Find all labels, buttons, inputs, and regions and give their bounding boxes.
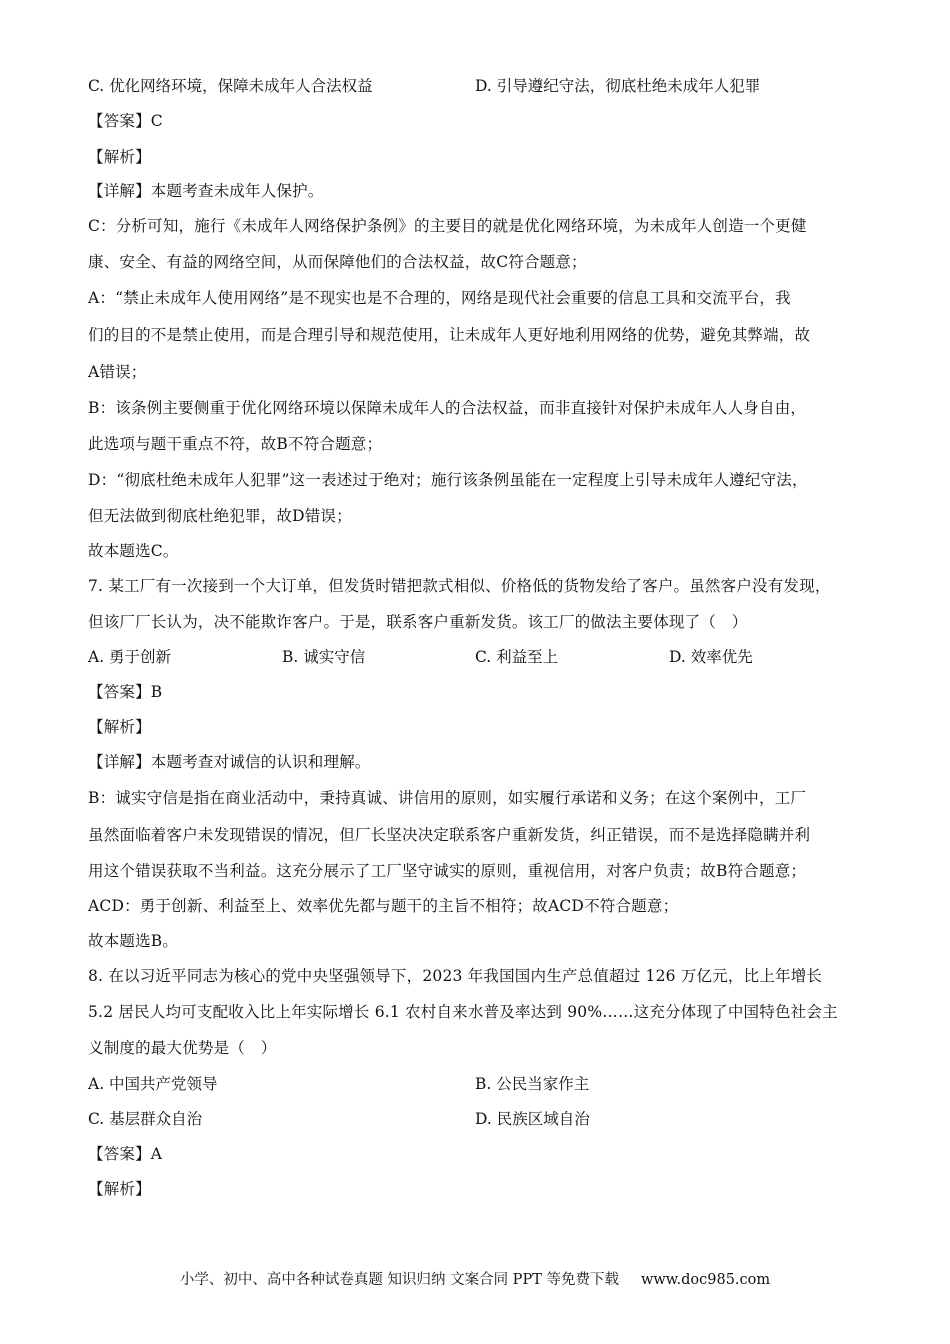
q6-detail-line: 故本题选C。: [88, 542, 179, 560]
page-footer: [0, 1270, 950, 1290]
q8-stem-line: 义制度的最大优势是（ ）: [88, 1039, 277, 1057]
q6-detail-line: 但无法做到彻底杜绝犯罪，故D错误；: [88, 507, 352, 525]
q7-option-c: C. 利益至上: [475, 648, 559, 666]
q7-answer: 【答案】B: [88, 683, 163, 701]
q6-option-c: C. 优化网络环境，保障未成年人合法权益: [88, 77, 373, 95]
q7-option-d: D. 效率优先: [669, 648, 753, 666]
q7-option-a: A. 勇于创新: [88, 648, 172, 666]
q6-detail-line: 此选项与题干重点不符，故B不符合题意；: [88, 435, 383, 453]
footer-url-link[interactable]: www.doc985.com: [640, 1272, 771, 1288]
q7-analysis-label: 【解析】: [88, 718, 151, 736]
q8-stem-line: 8. 在以习近平同志为核心的党中央坚强领导下，2023 年我国国内生产总值超过 126 万亿元，比上年增长: [88, 967, 823, 985]
q8-option-b: B. 公民当家作主: [475, 1075, 590, 1093]
q6-detail-line: D：“彻底杜绝未成年人犯罪”这一表述过于绝对；施行该条例虽能在一定程度上引导未成年人遵纪守法，: [88, 471, 808, 489]
q6-detail-line: B：该条例主要侧重于优化网络环境以保障未成年人的合法权益，而非直接针对保护未成年人人身自由，: [88, 399, 807, 417]
q7-detail-line: B：诚实守信是指在商业活动中，秉持真诚、讲信用的原则，如实履行承诺和义务；在这个案例中，工厂: [88, 789, 807, 807]
q8-option-d: D. 民族区域自治: [475, 1110, 590, 1128]
q8-stem-line: 5.2 居民人均可支配收入比上年实际增长 6.1 农村自来水普及率达到 90%……这充分体现了中国特色社会主: [88, 1003, 838, 1021]
footer-text: 小学、初中、高中各种试卷真题 知识归纳 文案合同 PPT 等免费下载: [179, 1272, 619, 1288]
q7-detail-line: 用这个错误获取不当利益。这充分展示了工厂坚守诚实的原则，重视信用，对客户负责；故B符合题意；: [88, 862, 807, 880]
q8-option-c: C. 基层群众自治: [88, 1110, 203, 1128]
q7-option-b: B. 诚实守信: [282, 648, 366, 666]
q6-analysis-label: 【解析】: [88, 148, 151, 166]
q7-stem-line: 7. 某工厂有一次接到一个大订单，但发货时错把款式相似、价格低的货物发给了客户。虽然客户没有发现，: [88, 577, 831, 595]
q7-detail-line: 【详解】本题考查对诚信的认识和理解。: [88, 753, 371, 771]
q7-stem-line: 但该厂厂长认为，决不能欺诈客户。于是，联系客户重新发货。该工厂的做法主要体现了（ ）: [88, 613, 748, 631]
q7-detail-line: 故本题选B。: [88, 932, 179, 950]
q8-answer: 【答案】A: [88, 1145, 163, 1163]
q7-detail-line: 虽然面临着客户未发现错误的情况，但厂长坚决决定联系客户重新发货，纠正错误，而不是选择隐瞒并利: [88, 826, 811, 844]
q8-option-a: A. 中国共产党领导: [88, 1075, 218, 1093]
q6-option-d: D. 引导遵纪守法，彻底杜绝未成年人犯罪: [475, 77, 761, 95]
q7-detail-line: ACD：勇于创新、利益至上、效率优先都与题干的主旨不相符；故ACD不符合题意；: [88, 897, 679, 915]
q8-analysis-label: 【解析】: [88, 1180, 151, 1198]
q6-detail-line: A错误；: [88, 363, 147, 381]
q6-detail-line: 康、安全、有益的网络空间，从而保障他们的合法权益，故C符合题意；: [88, 253, 587, 271]
q6-detail-line: 【详解】本题考查未成年人保护。: [88, 182, 324, 200]
q6-detail-line: C：分析可知，施行《未成年人网络保护条例》的主要目的就是优化网络环境，为未成年人创造一个更健: [88, 217, 807, 235]
q6-answer: 【答案】C: [88, 112, 163, 130]
q6-detail-line: 们的目的不是禁止使用，而是合理引导和规范使用，让未成年人更好地利用网络的优势，避免其弊端，故: [88, 326, 811, 344]
q6-detail-line: A：“禁止未成年人使用网络”是不现实也是不合理的，网络是现代社会重要的信息工具和交流平台，我: [88, 289, 791, 307]
